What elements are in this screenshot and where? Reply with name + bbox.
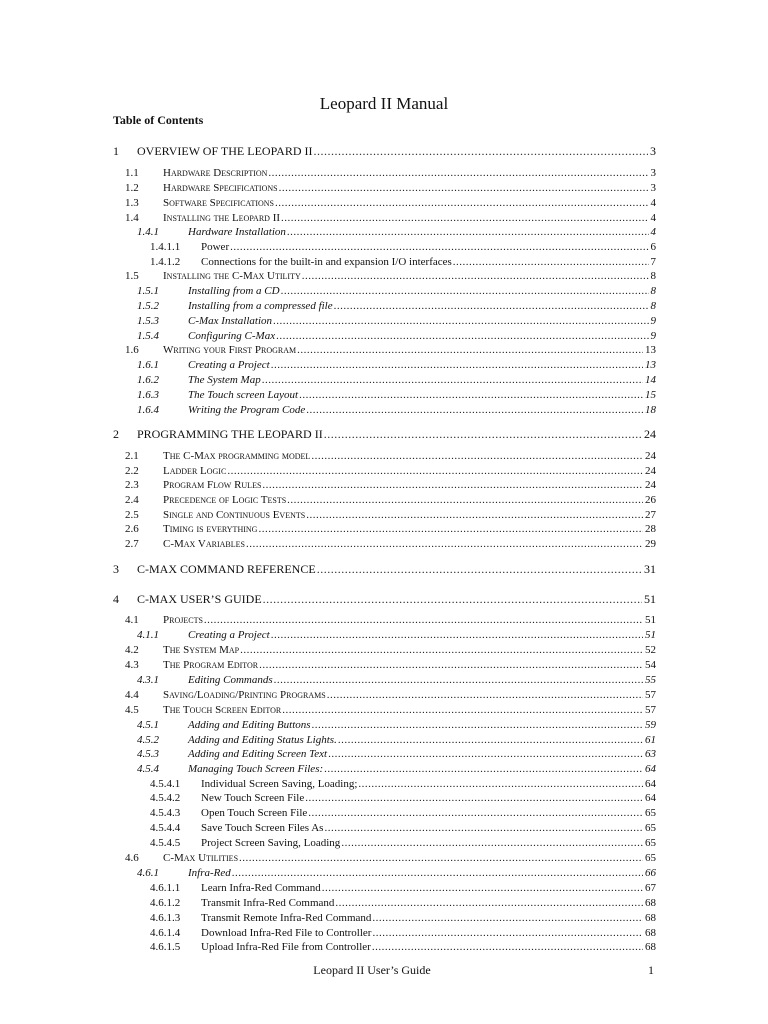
toc-entry-number: 4.5.3 xyxy=(137,748,159,760)
toc-entry-title: Individual Screen Saving, Loading; xyxy=(201,778,358,790)
toc-dot-leader xyxy=(227,464,643,479)
toc-entry-number: 4.5.4.1 xyxy=(150,778,181,790)
toc-dot-leader xyxy=(328,747,643,762)
toc-dot-leader xyxy=(287,225,649,240)
toc-dot-leader xyxy=(299,388,643,403)
toc-entry[interactable] xyxy=(113,718,656,733)
toc-entry-page: 54 xyxy=(645,659,656,671)
toc-entry-page: 13 xyxy=(645,359,656,371)
toc-entry-number: 1.6.1 xyxy=(137,359,159,371)
toc-entry-title: The Touch Screen Editor xyxy=(163,704,282,716)
toc-entry-title: Program Flow Rules xyxy=(163,479,262,491)
toc-dot-leader xyxy=(263,591,642,608)
toc-entry-title: Infra-Red xyxy=(188,867,231,879)
toc-entry[interactable] xyxy=(113,673,656,688)
toc-entry[interactable] xyxy=(113,851,656,866)
toc-entry-number: 3 xyxy=(113,562,119,576)
toc-entry-page: 64 xyxy=(645,778,656,790)
toc-entry-number: 2.1 xyxy=(125,450,139,462)
toc-entry-number: 2.6 xyxy=(125,523,139,535)
toc-entry-number: 4 xyxy=(113,592,119,606)
toc-entry-number: 4.6 xyxy=(125,852,139,864)
toc-entry-number: 4.5.4.5 xyxy=(150,837,181,849)
toc-entry-number: 4.6.1.4 xyxy=(150,927,181,939)
toc-entry[interactable] xyxy=(113,508,656,523)
toc-entry-page: 3 xyxy=(650,167,656,179)
toc-entry-title: Saving/Loading/Printing Programs xyxy=(163,689,326,701)
toc-entry-page: 51 xyxy=(645,629,656,641)
toc-entry-page: 18 xyxy=(645,404,656,416)
toc-entry[interactable] xyxy=(113,240,656,255)
toc-entry[interactable] xyxy=(113,426,656,443)
toc-entry-title: Upload Infra-Red File from Controller xyxy=(201,941,371,953)
toc-entry[interactable] xyxy=(113,464,656,479)
toc-entry-title: Power xyxy=(201,241,230,253)
toc-entry[interactable] xyxy=(113,733,656,748)
toc-entry-title: Open Touch Screen File xyxy=(201,807,308,819)
toc-entry-number: 1.2 xyxy=(125,182,139,194)
toc-entry-title: Adding and Editing Screen Text xyxy=(188,748,328,760)
toc-entry-number: 4.5.4.4 xyxy=(150,822,181,834)
toc-dot-leader xyxy=(327,688,643,703)
toc-entry-title: Hardware Specifications xyxy=(163,182,278,194)
toc-dot-leader xyxy=(322,881,643,896)
toc-entry-title: Installing the C-Max Utility xyxy=(163,270,301,282)
toc-entry-page: 14 xyxy=(645,374,656,386)
toc-entry[interactable] xyxy=(113,703,656,718)
toc-entry[interactable] xyxy=(113,911,656,926)
toc-entry[interactable] xyxy=(113,688,656,703)
toc-entry-title: Hardware Description xyxy=(163,167,268,179)
toc-entry[interactable] xyxy=(113,211,656,226)
toc-entry-page: 67 xyxy=(645,882,656,894)
toc-entry[interactable] xyxy=(113,777,656,792)
toc-entry-title: Creating a Project xyxy=(188,359,270,371)
toc-entry-title: C-Max Utilities xyxy=(163,852,239,864)
toc-entry-title: Writing the Program Code xyxy=(188,404,306,416)
toc-entry-page: 13 xyxy=(645,344,656,356)
toc-entry-number: 1.4.1.2 xyxy=(150,256,181,268)
toc-entry-number: 1.4.1 xyxy=(137,226,159,238)
toc-dot-leader xyxy=(317,561,642,578)
toc-dot-leader xyxy=(302,269,649,284)
toc-entry-number: 4.6.1.2 xyxy=(150,897,181,909)
toc-heading: Table of Contents xyxy=(113,113,204,127)
toc-entry-title: The Program Editor xyxy=(163,659,259,671)
toc-entry-page: 8 xyxy=(650,285,656,297)
toc-entry-page: 52 xyxy=(645,644,656,656)
toc-entry-number: 4.5.4 xyxy=(137,763,159,775)
toc-entry-number: 4.6.1 xyxy=(137,867,159,879)
toc-entry[interactable] xyxy=(113,658,656,673)
toc-entry-number: 1.6.3 xyxy=(137,389,159,401)
toc-entry[interactable] xyxy=(113,940,656,955)
toc-dot-leader xyxy=(274,673,643,688)
toc-entry-title: Ladder Logic xyxy=(163,465,227,477)
toc-entry-page: 51 xyxy=(644,592,656,606)
toc-entry[interactable] xyxy=(113,343,656,358)
toc-entry[interactable] xyxy=(113,284,656,299)
toc-entry[interactable] xyxy=(113,806,656,821)
toc-entry-number: 1.5.1 xyxy=(137,285,159,297)
toc-entry-number: 2.7 xyxy=(125,538,139,550)
toc-dot-leader xyxy=(268,166,648,181)
toc-dot-leader xyxy=(313,143,648,160)
toc-entry[interactable] xyxy=(113,196,656,211)
toc-entry-page: 64 xyxy=(645,792,656,804)
toc-entry-number: 1.6.4 xyxy=(137,404,159,416)
toc-entry-page: 26 xyxy=(645,494,656,506)
toc-dot-leader xyxy=(230,240,648,255)
toc-entry[interactable] xyxy=(113,791,656,806)
toc-entry-page: 31 xyxy=(644,562,656,576)
toc-entry[interactable] xyxy=(113,358,656,373)
toc-entry-number: 4.5 xyxy=(125,704,139,716)
footer-page-number: 1 xyxy=(648,963,654,977)
toc-entry-title: The System Map xyxy=(163,644,240,656)
toc-entry-title: Hardware Installation xyxy=(188,226,286,238)
toc-entry-page: 9 xyxy=(650,315,656,327)
toc-entry-page: 28 xyxy=(645,523,656,535)
toc-entry-page: 24 xyxy=(645,450,656,462)
toc-entry-number: 4.6.1.3 xyxy=(150,912,181,924)
toc-dot-leader xyxy=(311,449,643,464)
footer-title: Leopard II User’s Guide xyxy=(313,963,431,977)
toc-entry-page: 29 xyxy=(645,538,656,550)
toc-entry[interactable] xyxy=(113,478,656,493)
toc-entry-page: 57 xyxy=(645,704,656,716)
toc-dot-leader xyxy=(306,403,643,418)
toc-entry[interactable] xyxy=(113,314,656,329)
toc-entry[interactable] xyxy=(113,449,656,464)
toc-entry[interactable] xyxy=(113,493,656,508)
toc-entry[interactable] xyxy=(113,747,656,762)
toc-entry-page: 15 xyxy=(645,389,656,401)
toc-dot-leader xyxy=(341,836,643,851)
toc-entry-page: 57 xyxy=(645,689,656,701)
toc-entry-title: C-Max Installation xyxy=(188,315,273,327)
toc-entry-number: 1.4.1.1 xyxy=(150,241,181,253)
toc-entry-title: Creating a Project xyxy=(188,629,270,641)
toc-entry-title: Configuring C-Max xyxy=(188,330,276,342)
toc-entry-page: 6 xyxy=(650,241,656,253)
toc-entry-number: 1.5 xyxy=(125,270,139,282)
toc-entry[interactable] xyxy=(113,143,656,160)
toc-entry-number: 4.2 xyxy=(125,644,139,656)
toc-entry-title: Single and Continuous Events xyxy=(163,509,306,521)
toc-dot-leader xyxy=(271,628,643,643)
toc-entry-title: C-MAX USER’S GUIDE xyxy=(137,592,262,606)
toc-entry-page: 3 xyxy=(650,182,656,194)
toc-dot-leader xyxy=(324,762,643,777)
toc-entry-title: Projects xyxy=(163,614,203,626)
toc-entry-title: C-MAX COMMAND REFERENCE xyxy=(137,562,316,576)
toc-entry-number: 2.3 xyxy=(125,479,139,491)
toc-entry-page: 68 xyxy=(645,897,656,909)
toc-entry-number: 1.3 xyxy=(125,197,139,209)
toc-dot-leader xyxy=(305,791,643,806)
toc-entry-page: 9 xyxy=(650,330,656,342)
toc-dot-leader xyxy=(324,426,642,443)
toc-entry[interactable] xyxy=(113,836,656,851)
toc-entry-page: 68 xyxy=(645,927,656,939)
toc-entry-title: Download Infra-Red File to Controller xyxy=(201,927,372,939)
toc-entry-page: 66 xyxy=(645,867,656,879)
toc-entry-title: Transmit Remote Infra-Red Command xyxy=(201,912,372,924)
toc-entry-number: 2.5 xyxy=(125,509,139,521)
toc-entry-number: 1.6.2 xyxy=(137,374,159,386)
toc-entry-number: 4.1 xyxy=(125,614,139,626)
toc-entry-page: 65 xyxy=(645,837,656,849)
toc-entry[interactable] xyxy=(113,388,656,403)
toc-entry-number: 4.5.4.2 xyxy=(150,792,181,804)
toc-entry-number: 1.5.2 xyxy=(137,300,159,312)
toc-entry-page: 68 xyxy=(645,912,656,924)
toc-entry[interactable] xyxy=(113,166,656,181)
toc-entry-page: 24 xyxy=(645,479,656,491)
toc-entry-page: 3 xyxy=(650,144,656,158)
toc-dot-leader xyxy=(338,733,643,748)
toc-entry-number: 1.4 xyxy=(125,212,139,224)
toc-dot-leader xyxy=(372,940,643,955)
toc-dot-leader xyxy=(281,211,648,226)
toc-entry-title: The C-Max programming model xyxy=(163,450,311,462)
toc-entry-number: 2 xyxy=(113,427,119,441)
toc-entry[interactable] xyxy=(113,522,656,537)
toc-entry-number: 4.3.1 xyxy=(137,674,159,686)
toc-entry-title: Save Touch Screen Files As xyxy=(201,822,324,834)
toc-entry-number: 1.5.4 xyxy=(137,330,159,342)
toc-dot-leader xyxy=(287,493,643,508)
toc-entry-number: 1.1 xyxy=(125,167,139,179)
toc-entry-page: 65 xyxy=(645,852,656,864)
toc-entry[interactable] xyxy=(113,881,656,896)
toc-dot-leader xyxy=(271,358,643,373)
toc-dot-leader xyxy=(372,911,643,926)
toc-entry-page: 61 xyxy=(645,734,656,746)
toc-entry[interactable] xyxy=(113,821,656,836)
toc-dot-leader xyxy=(240,643,643,658)
toc-entry-page: 4 xyxy=(650,226,656,238)
toc-entry[interactable] xyxy=(113,225,656,240)
toc-entry[interactable] xyxy=(113,255,656,270)
toc-entry-number: 2.2 xyxy=(125,465,139,477)
toc-dot-leader xyxy=(281,284,649,299)
toc-entry-title: The System Map xyxy=(188,374,261,386)
toc-dot-leader xyxy=(324,821,643,836)
toc-entry-number: 4.5.4.3 xyxy=(150,807,181,819)
toc-entry-title: The Touch screen Layout xyxy=(188,389,299,401)
toc-dot-leader xyxy=(204,613,643,628)
toc-entry[interactable] xyxy=(113,591,656,608)
toc-entry[interactable] xyxy=(113,373,656,388)
toc-entry-title: Learn Infra-Red Command xyxy=(201,882,321,894)
toc-entry-page: 24 xyxy=(645,465,656,477)
toc-entry[interactable] xyxy=(113,329,656,344)
toc-entry-title: New Touch Screen File xyxy=(201,792,305,804)
toc-entry-page: 55 xyxy=(645,674,656,686)
toc-dot-leader xyxy=(262,373,643,388)
toc-entry-title: Installing from a compressed file xyxy=(188,300,333,312)
toc-entry-number: 4.6.1.1 xyxy=(150,882,181,894)
toc-dot-leader xyxy=(259,658,643,673)
toc-entry-title: Precedence of Logic Tests xyxy=(163,494,287,506)
toc-entry-title: Installing from a CD xyxy=(188,285,280,297)
toc-entry-page: 64 xyxy=(645,763,656,775)
toc-dot-leader xyxy=(372,926,643,941)
toc-entry-page: 4 xyxy=(650,197,656,209)
toc-entry-page: 8 xyxy=(650,300,656,312)
toc-entry-page: 27 xyxy=(645,509,656,521)
toc-entry-title: OVERVIEW OF THE LEOPARD II xyxy=(137,144,313,158)
toc-dot-leader xyxy=(297,343,643,358)
toc-entry[interactable] xyxy=(113,762,656,777)
toc-entry-number: 1 xyxy=(113,144,119,158)
toc-entry-title: Installing the Leopard II xyxy=(163,212,281,224)
toc-entry-page: 63 xyxy=(645,748,656,760)
toc-dot-leader xyxy=(262,478,643,493)
toc-entry-title: Adding and Editing Buttons xyxy=(188,719,311,731)
toc-dot-leader xyxy=(232,866,643,881)
toc-dot-leader xyxy=(273,314,648,329)
toc-entry-number: 1.5.3 xyxy=(137,315,159,327)
toc-entry-title: Transmit Infra-Red Command xyxy=(201,897,335,909)
toc-entry[interactable] xyxy=(113,643,656,658)
document-title: Leopard II Manual xyxy=(319,94,449,113)
toc-entry-title: Project Screen Saving, Loading xyxy=(201,837,341,849)
toc-entry-number: 1.6 xyxy=(125,344,139,356)
toc-entry-page: 7 xyxy=(650,256,656,268)
toc-entry-title: C-Max Variables xyxy=(163,538,245,550)
toc-entry[interactable] xyxy=(113,613,656,628)
toc-dot-leader xyxy=(276,329,648,344)
toc-entry-number: 4.5.1 xyxy=(137,719,159,731)
toc-entry-page: 51 xyxy=(645,614,656,626)
toc-entry-page: 24 xyxy=(644,427,656,441)
toc-entry-page: 4 xyxy=(650,212,656,224)
toc-entry-page: 8 xyxy=(650,270,656,282)
toc-entry[interactable] xyxy=(113,866,656,881)
toc-dot-leader xyxy=(334,299,649,314)
toc-dot-leader xyxy=(275,196,649,211)
toc-entry[interactable] xyxy=(113,181,656,196)
toc-entry[interactable] xyxy=(113,269,656,284)
toc-entry-number: 4.3 xyxy=(125,659,139,671)
toc-entry-number: 2.4 xyxy=(125,494,139,506)
toc-entry-title: Managing Touch Screen Files: xyxy=(188,763,324,775)
toc-dot-leader xyxy=(306,508,643,523)
toc-entry-title: Writing your First Program xyxy=(163,344,297,356)
toc-entry-title: Software Specifications xyxy=(163,197,274,209)
toc-entry-number: 4.4 xyxy=(125,689,139,701)
toc-entry-page: 68 xyxy=(645,941,656,953)
toc-entry[interactable] xyxy=(113,403,656,418)
toc-dot-leader xyxy=(239,851,643,866)
toc-dot-leader xyxy=(258,522,643,537)
toc-entry-title: Editing Commands xyxy=(188,674,273,686)
toc-entry[interactable] xyxy=(113,926,656,941)
toc-entry[interactable] xyxy=(113,299,656,314)
toc-dot-leader xyxy=(282,703,643,718)
toc-dot-leader xyxy=(246,537,643,552)
toc-dot-leader xyxy=(335,896,643,911)
toc-entry-title: Timing is everything xyxy=(163,523,258,535)
toc-dot-leader xyxy=(358,777,643,792)
toc-entry-page: 65 xyxy=(645,807,656,819)
toc-entry-title: Adding and Editing Status Lights. xyxy=(188,734,337,746)
toc-entry-number: 4.6.1.5 xyxy=(150,941,181,953)
toc-entry-number: 4.5.2 xyxy=(137,734,159,746)
toc-entry[interactable] xyxy=(113,561,656,578)
toc-dot-leader xyxy=(308,806,643,821)
toc-entry[interactable] xyxy=(113,537,656,552)
toc-dot-leader xyxy=(312,718,643,733)
toc-dot-leader xyxy=(453,255,649,270)
toc-entry-number: 4.1.1 xyxy=(137,629,159,641)
toc-entry-title: Connections for the built-in and expansion I/O interfaces xyxy=(201,256,452,268)
toc-entry-page: 65 xyxy=(645,822,656,834)
toc-entry[interactable] xyxy=(113,896,656,911)
toc-entry[interactable] xyxy=(113,628,656,643)
toc-dot-leader xyxy=(279,181,649,196)
toc-entry-title: PROGRAMMING THE LEOPARD II xyxy=(137,427,323,441)
toc-entry-page: 59 xyxy=(645,719,656,731)
